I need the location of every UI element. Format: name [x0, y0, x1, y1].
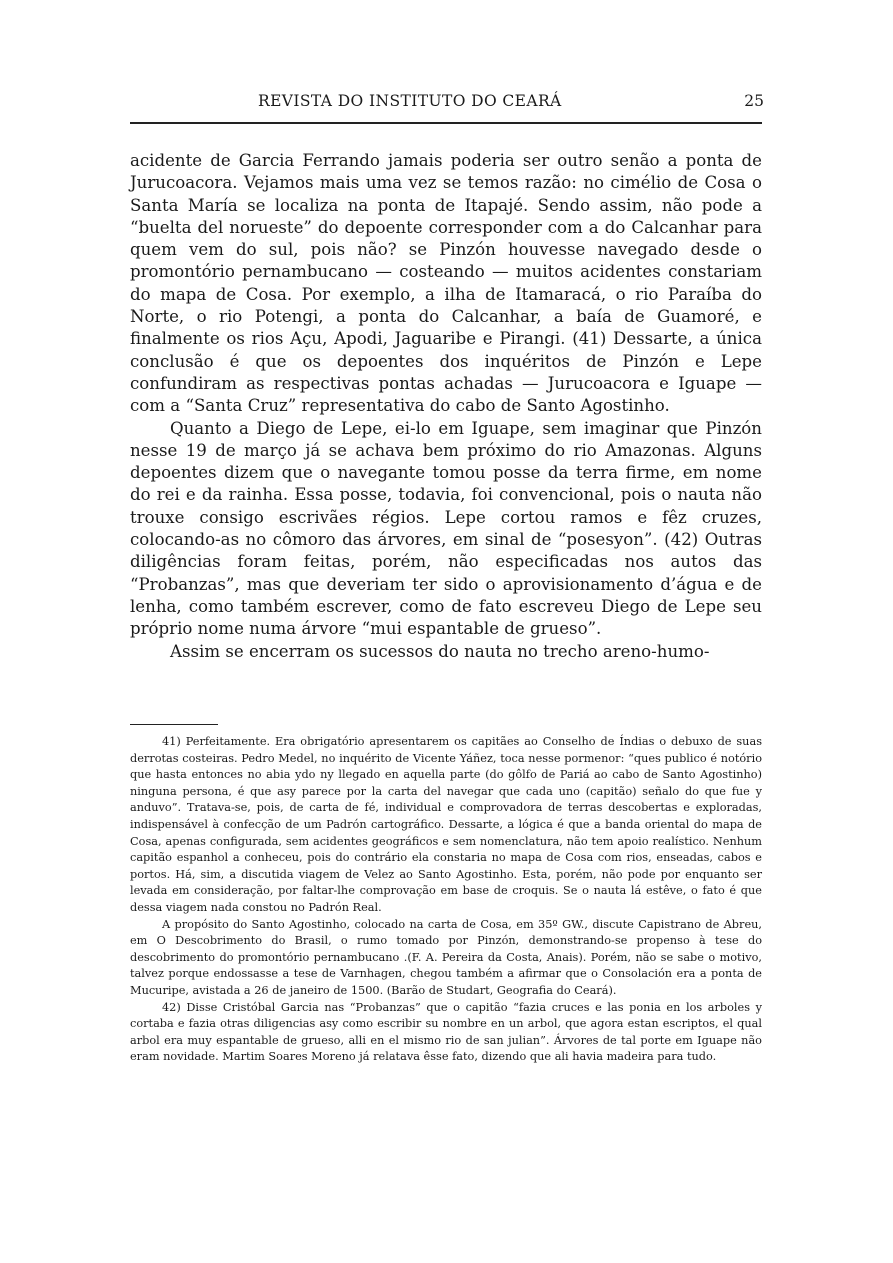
book-page: [130, 86, 764, 1064]
footnote-42: 42) Disse Cristóbal Garcia nas “Probanzas” que o capitão “fazia cruces e las ponia en los arboles y cortaba e fazia otras diligencias asy como escribir su nombre en un arbol, que agora estan escriptos, el qual arbol era muy espantable de grueso, alli en el mismo rio de san julian”. Árvores de tal porte em Iguape não eram novidade. Martim Soares Moreno já relatava êsse fato, dizendo que ali havia madeira para tudo.: [130, 1000, 762, 1064]
body-text: [130, 150, 762, 663]
footnote-41: 41) Perfeitamente. Era obrigatório apresentarem os capitães ao Conselho de Índias o debuxo de suas derrotas costeiras. Pedro Medel, no inquérito de Vicente Yáñez, toca nesse pormenor: “ques publico é notório que hasta entonces no abia ydo ny llegado en aquella parte (do gôlfo de Pariá ao cabo de Santo Agostinho) ninguna persona, é que asy parece por la carta del navegar que cada uno (capitão) señalo do que fue y anduvo”. Tratava-se, pois, de carta de fé, individual e comprovadora de terras descobertas e exploradas, indispensável à confecção de um Padrón cartográfico. Dessarte, a lógica é que a banda oriental do mapa de Cosa, apenas configurada, sem acidentes geográficos e sem nomenclatura, não tem apoio realístico. Nenhum capitão espanhol a conheceu, pois do contrário ela constaria no mapa de Cosa com rios, enseadas, cabos e portos. Há, sim, a discutida viagem de Velez ao Santo Agostinho. Esta, porém, não pode por enquanto ser levada em consideração, por faltar-lhe comprovação em base de croquis. Se o nauta lá estêve, o fato é que dessa viagem nada constou no Padrón Real.: [130, 735, 762, 914]
footnote-separator: [130, 724, 218, 725]
running-header: [130, 86, 762, 116]
paragraph: Quanto a Diego de Lepe, ei-lo em Iguape, sem imaginar que Pinzón nesse 19 de março já se achava bem próximo do rio Amazonas. Alguns depoentes dizem que o navegante tomou posse da terra firme, em nome do rei e da rainha. Essa posse, todavia, foi convencional, pois o nauta não trouxe consigo escrivães régios. Lepe cortou ramos e fêz cruzes, colocando-as no cômoro das árvores, em sinal de “posesyon”. (42) Outras diligências foram feitas, porém, não especificadas nos autos das “Probanzas”, mas que deveriam ter sido o aprovisionamento d’água e de lenha, como também escrever, como de fato escreveu Diego de Lepe seu próprio nome numa árvore “mui espantable de grueso”.: [130, 418, 762, 639]
footnotes: [130, 734, 762, 1066]
paragraph: Assim se encerram os sucessos do nauta no trecho areno-humo-: [170, 641, 710, 661]
footnote-41-continuation: A propósito do Santo Agostinho, colocado na carta de Cosa, em 35º GW., discute Capistrano de Abreu, em O Descobrimento do Brasil, o rumo tomado por Pinzón, demonstrando-se propenso à tese do descobrimento do promontório pernambucano .(F. A. Pereira da Costa, Anais). Porém, não se sabe o motivo, talvez porque endossasse a tese de Varnhagen, chegou também a afirmar que o Consolación era a ponta de Mucuripe, avistada a 26 de janeiro de 1500. (Barão de Studart, Geografia do Ceará).: [130, 917, 762, 997]
header-rule: [130, 122, 762, 124]
paragraph: acidente de Garcia Ferrando jamais poderia ser outro senão a ponta de Jurucoacora. Vejamos mais uma vez se temos razão: no cimélio de Cosa o Santa María se localiza na ponta de Itapajé. Sendo assim, não pode a “buelta del norueste” do depoente corresponder com a do Calcanhar para quem vem do sul, pois não? se Pinzón houvesse navegado desde o promontório pernambucano — costeando — muitos acidentes constariam do mapa de Cosa. Por exemplo, a ilha de Itamaracá, o rio Paraíba do Norte, o rio Potengi, a ponta do Calcanhar, a baía de Guamoré, e finalmente os rios Açu, Apodi, Jaguaribe e Pirangi. (41) Dessarte, a única conclusão é que os depoentes dos inquéritos de Pinzón e Lepe confundiram as respectivas pontas achadas — Jurucoacora e Iguape — com a “Santa Cruz” representativa do cabo de Santo Agostinho.: [130, 151, 762, 416]
running-title: REVISTA DO INSTITUTO DO CEARÁ: [258, 92, 562, 110]
page-number: 25: [744, 92, 764, 110]
